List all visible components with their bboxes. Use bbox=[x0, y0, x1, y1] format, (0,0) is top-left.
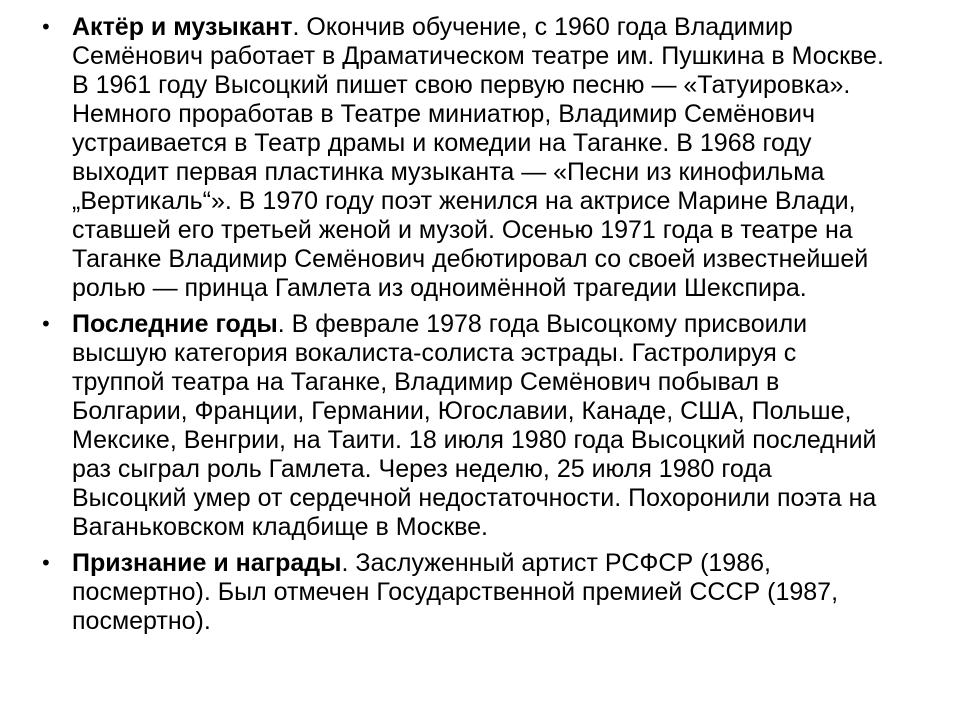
bullet-body-text: . Окончив обучение, с 1960 года Владимир Семёнович работает в Драматическом театре им. Пушкина в Москве. В 1961 году Высоцкий пишет свою первую песню — «Татуировка». Немного проработав в Театре миниатюр, Владимир Семёнович устраивается в Театр драмы и комедии на Таганке. В 1968 году выходит первая пластинка музыканта — «Песни из кинофильма „Вертикаль“». В 1970 году поэт женился на актрисе Марине Влади, ставшей его третьей женой и музой. Осенью 1971 года в театре на Таганке Владимир Семёнович дебютировал со своей известнейшей ролью — принца Гамлета из одноимённой трагедии Шекспира. bbox=[72, 13, 884, 302]
bullet-paragraph bbox=[72, 310, 892, 542]
bullet-dot-icon: • bbox=[40, 312, 52, 336]
bullet-dot-icon: • bbox=[40, 15, 52, 39]
bullet-item-recognition-awards bbox=[40, 549, 920, 636]
bullet-body-text: . Заслуженный артист РСФСР (1986, посмертно). Был отмечен Государственной премией СССР (1987, посмертно). bbox=[72, 549, 839, 635]
bullet-list bbox=[40, 13, 920, 643]
bullet-dot-icon: • bbox=[40, 551, 52, 575]
bullet-heading: Актёр и музыкант bbox=[72, 13, 293, 41]
bullet-body-text: . В феврале 1978 года Высоцкому присвоили высшую категория вокалиста-солиста эстрады. Гастролируя с труппой театра на Таганке, Владимир Семёнович побывал в Болгарии, Франции, Германии, Югославии, Канаде, США, Польше, Мексике, Венгрии, на Таити. 18 июля 1980 года Высоцкий последний раз сыграл роль Гамлета. Через неделю, 25 июля 1980 года Высоцкий умер от сердечной недостаточности. Похоронили поэта на Ваганьковском кладбище в Москве. bbox=[72, 310, 877, 541]
bullet-heading: Признание и награды bbox=[72, 549, 342, 577]
bullet-item-actor-musician bbox=[40, 13, 920, 303]
bullet-item-last-years bbox=[40, 310, 920, 542]
bullet-paragraph bbox=[72, 549, 892, 636]
bullet-paragraph bbox=[72, 13, 892, 303]
bullet-heading: Последние годы bbox=[72, 310, 278, 338]
